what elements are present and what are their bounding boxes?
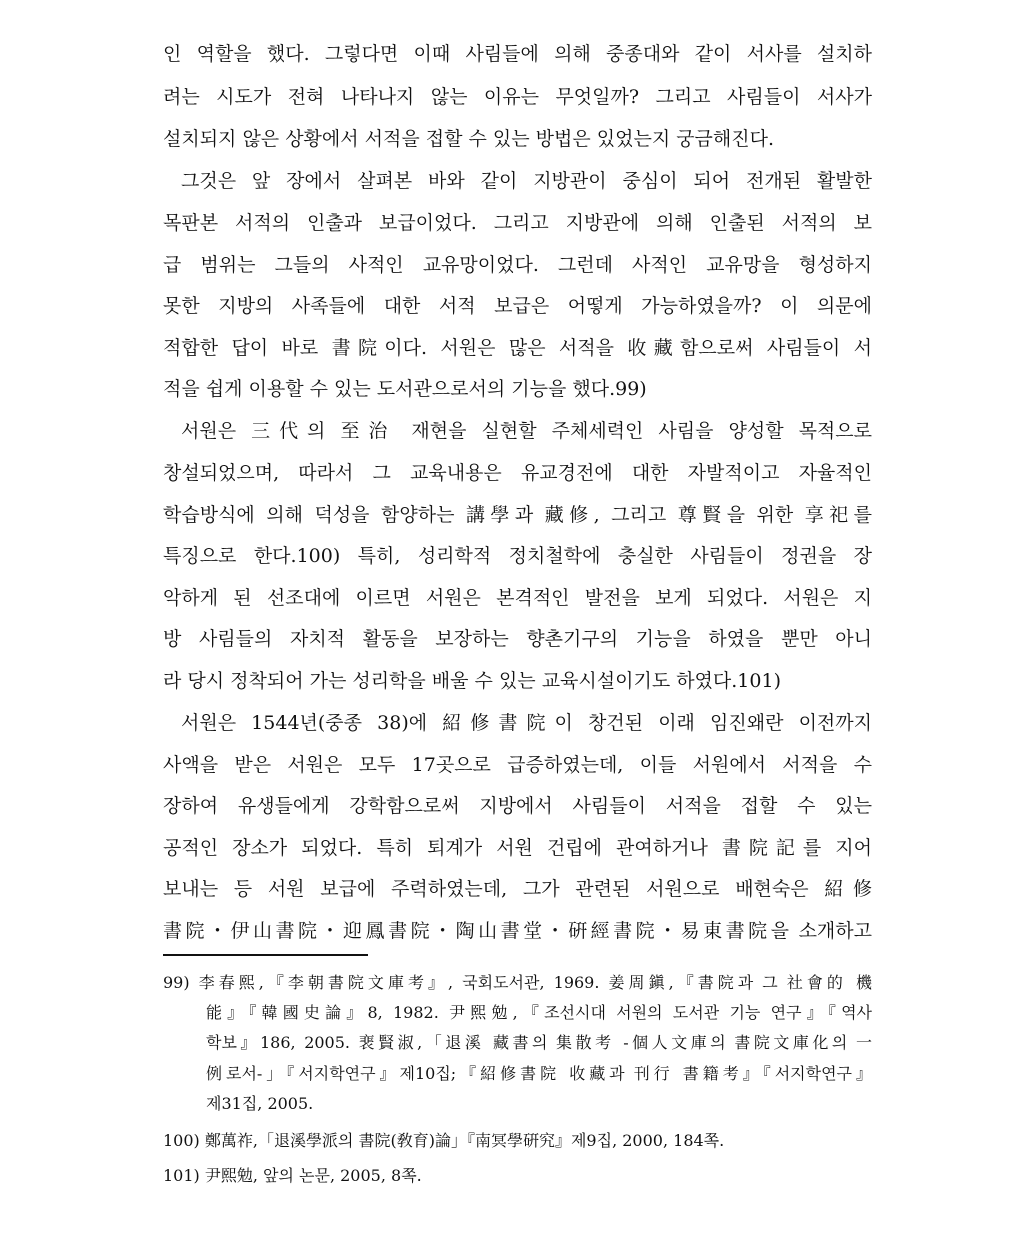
body-line: 보내는 등 서원 보급에 주력하였는데, 그가 관련된 서원으로 배현숙은 紹修: [163, 878, 872, 900]
body-line: 사액을 받은 서원은 모두 17곳으로 급증하였는데, 이들 서원에서 서적을 수: [163, 754, 872, 776]
footnote-99-line: 99) 李春熙,『李朝書院文庫考』, 국회도서관, 1969. 姜周鎭,『書院과 그 社會的 機: [163, 973, 872, 992]
footnote-100: 100) 鄭萬祚,「退溪學派의 書院(敎育)論」『南冥學硏究』제9집, 2000, 184쪽.: [163, 1131, 725, 1150]
body-line: 악하게 된 선조대에 이르면 서원은 본격적인 발전을 보게 되었다. 서원은 지: [163, 587, 872, 609]
body-line: 書院・伊山書院・迎鳳書院・陶山書堂・硏經書院・易東書院을 소개하고: [163, 920, 872, 942]
body-line: 서원은 1544년(중종 38)에 紹修書院이 창건된 이래 임진왜란 이전까지: [181, 712, 872, 734]
body-line: 적합한 답이 바로 書院이다. 서원은 많은 서적을 收藏함으로써 사림들이 서: [163, 337, 872, 359]
footnote-99-line: 학보』186, 2005. 裵賢淑,「退溪 藏書의 集散考 -個人文庫의 書院文庫化의 一: [206, 1033, 872, 1052]
body-line: 창설되었으며, 따라서 그 교육내용은 유교경전에 대한 자발적이고 자율적인: [163, 462, 872, 484]
body-line: 인 역할을 했다. 그렇다면 이때 사림들에 의해 중종대와 같이 서사를 설치하: [163, 43, 872, 65]
footnote-99-line: 제31집, 2005.: [206, 1094, 314, 1113]
body-line: 설치되지 않은 상황에서 서적을 접할 수 있는 방법은 있었는지 궁금해진다.: [163, 128, 775, 150]
footnote-99-line: 能』『韓國史論』8, 1982. 尹熙勉,『조선시대 서원의 도서관 기능 연구』『역사: [206, 1003, 872, 1022]
body-line: 학습방식에 의해 덕성을 함양하는 講學과 藏修, 그리고 尊賢을 위한 享祀를: [163, 504, 872, 526]
body-line: 려는 시도가 전혀 나타나지 않는 이유는 무엇일까? 그리고 사림들이 서사가: [163, 86, 872, 108]
body-line: 장하여 유생들에게 강학함으로써 지방에서 사림들이 서적을 접할 수 있는: [163, 795, 872, 817]
body-line: 라 당시 정착되어 가는 성리학을 배울 수 있는 교육시설이기도 하였다.101): [163, 670, 781, 692]
body-line: 공적인 장소가 되었다. 특히 퇴계가 서원 건립에 관여하거나 書院記를 지어: [163, 837, 872, 859]
body-line: 특징으로 한다.100) 특히, 성리학적 정치철학에 충실한 사림들이 정권을 장: [163, 545, 872, 567]
footnote-101: 101) 尹熙勉, 앞의 논문, 2005, 8쪽.: [163, 1166, 422, 1185]
body-line: 방 사림들의 자치적 활동을 보장하는 향촌기구의 기능을 하였을 뿐만 아니: [163, 628, 872, 650]
footnote-separator: [163, 954, 368, 956]
body-line: 급 범위는 그들의 사적인 교유망이었다. 그런데 사적인 교유망을 형성하지: [163, 254, 872, 276]
footnote-99-line: 例로서-」『서지학연구』제10집;『紹修書院 收藏과 刊行 書籍考』『서지학연구』: [206, 1064, 872, 1083]
body-line: 서원은 三代의 至治 재현을 실현할 주체세력인 사림을 양성할 목적으로: [181, 420, 872, 442]
body-line: 목판본 서적의 인출과 보급이었다. 그리고 지방관에 의해 인출된 서적의 보: [163, 212, 872, 234]
body-line: 못한 지방의 사족들에 대한 서적 보급은 어떻게 가능하였을까? 이 의문에: [163, 295, 872, 317]
body-line: 그것은 앞 장에서 살펴본 바와 같이 지방관이 중심이 되어 전개된 활발한: [181, 170, 872, 192]
body-line: 적을 쉽게 이용할 수 있는 도서관으로서의 기능을 했다.99): [163, 378, 647, 400]
